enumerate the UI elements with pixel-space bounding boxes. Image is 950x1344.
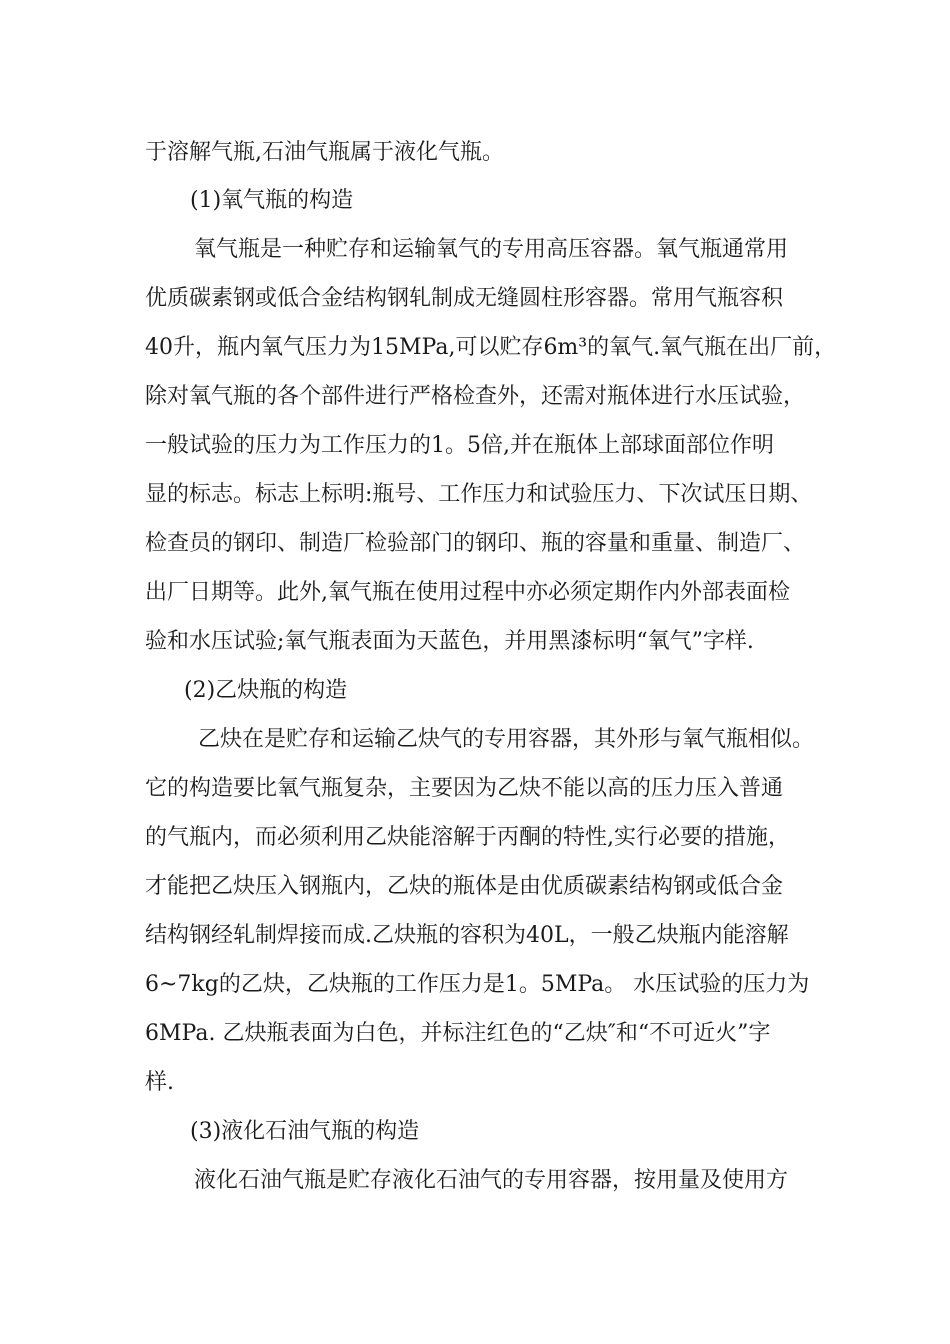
paragraph-line: 出厂日期等。此外,氧气瓶在使用过程中亦必须定期作内外部表面检 [145,580,790,605]
paragraph-line: 它的构造要比氧气瓶复杂，主要因为乙炔不能以高的压力压入普通 [145,776,784,801]
paragraph-line: 显的标志。标志上标明:瓶号、工作压力和试验压力、下次试压日期、 [145,482,813,507]
paragraph-line: 乙炔在是贮存和运输乙炔气的专用容器，其外形与氧气瓶相似。 [198,727,815,752]
paragraph-line: 样. [145,1070,174,1095]
paragraph-line: 6~7kg的乙炔，乙炔瓶的工作压力是1。5MPa。 水压试验的压力为 [145,972,810,997]
paragraph-line: 检查员的钢印、制造厂检验部门的钢印、瓶的容量和重量、制造厂、 [145,531,806,556]
section-heading: (1)氧气瓶的构造 [190,188,354,213]
paragraph-line: 氧气瓶是一种贮存和运输氧气的专用高压容器。氧气瓶通常用 [194,237,789,262]
paragraph-line: 于溶解气瓶,石油气瓶属于液化气瓶。 [145,140,504,165]
paragraph-line: 40升，瓶内氧气压力为15MPa,可以贮存6m³的氧气.氧气瓶在出厂前， [145,335,837,360]
paragraph-line: 6MPa. 乙炔瓶表面为白色，并标注红色的“乙炔″和“不可近火”字 [145,1021,771,1046]
paragraph-line: 结构钢经轧制焊接而成.乙炔瓶的容积为40L，一般乙炔瓶内能溶解 [145,923,789,948]
section-heading: (2)乙炔瓶的构造 [184,678,348,703]
paragraph-line: 除对氧气瓶的各个部件进行严格检查外，还需对瓶体进行水压试验， [145,384,806,409]
paragraph-line: 一般试验的压力为工作压力的1。5倍,并在瓶体上部球面部位作明 [145,433,774,458]
paragraph-line: 才能把乙炔压入钢瓶内，乙炔的瓶体是由优质碳素结构钢或低合金 [145,874,784,899]
paragraph-line: 液化石油气瓶是贮存液化石油气的专用容器，按用量及使用方 [194,1168,789,1193]
section-heading: (3)液化石油气瓶的构造 [190,1119,420,1144]
paragraph-line: 验和水压试验;氧气瓶表面为天蓝色，并用黑漆标明“氧气”字样. [145,629,754,654]
paragraph-line: 优质碳素钢或低合金结构钢轧制成无缝圆柱形容器。常用气瓶容积 [145,286,784,311]
paragraph-line: 的气瓶内，而必须利用乙炔能溶解于丙酮的特性,实行必要的措施， [145,825,790,850]
